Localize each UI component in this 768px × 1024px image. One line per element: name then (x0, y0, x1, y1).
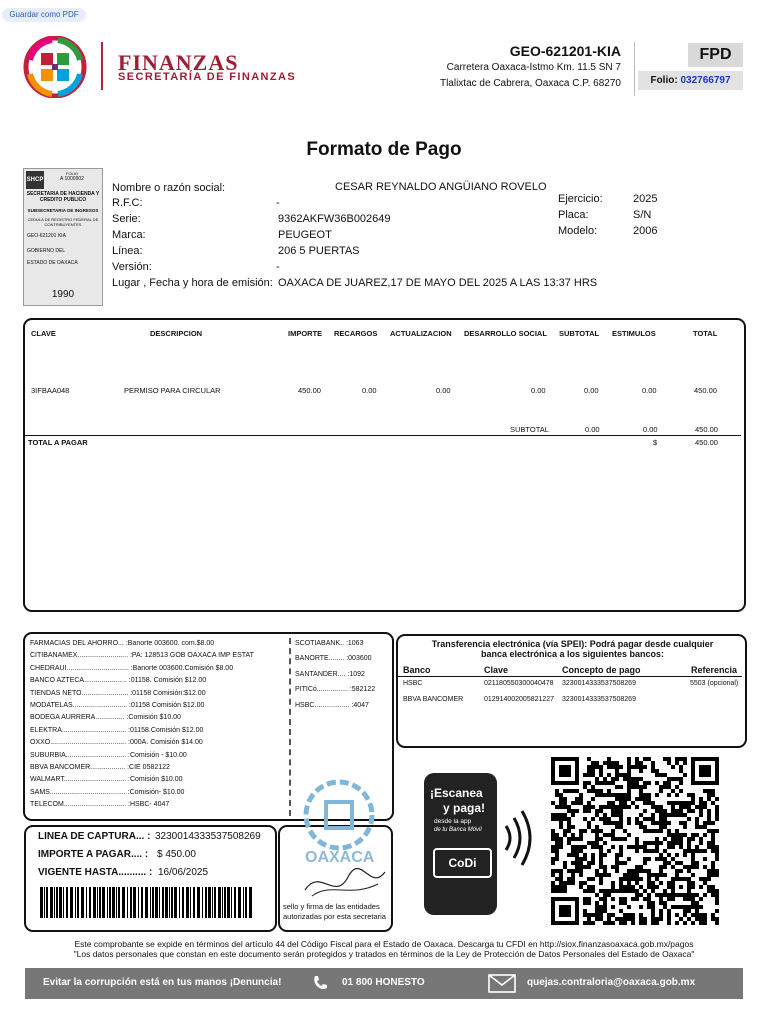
total-currency: $ (653, 438, 658, 447)
label-placa: Placa: (558, 209, 589, 221)
subtotal-estimulos: 0.00 (643, 425, 658, 434)
th-actualizacion: ACTUALIZACION (390, 329, 452, 338)
contactless-icon (500, 808, 536, 868)
stamp-rfc: GEO-621201 KIA (27, 233, 66, 239)
doc-type-badge: FPD (688, 43, 743, 67)
value-modelo: 2006 (633, 225, 658, 237)
spei-row1-banco: HSBC (403, 680, 423, 687)
spei-th-banco: Banco (403, 665, 431, 675)
seal-caption-2: autorizadas por esta secretaria (283, 912, 386, 921)
th-importe: IMPORTE (288, 329, 323, 338)
codi-headline-1: ¡Escanea (430, 786, 483, 800)
capture-line-value: 3230014333537508269 (155, 831, 261, 842)
payment-place-item: TIENDAS NETO........................ :01158 Comisión:$12.00 (30, 689, 206, 697)
stamp-folio-label: FOLIO (66, 171, 79, 176)
payment-place-item: CITIBANAMEX.......................... :PA: 128513 GOB OAXACA IMP ESTAT (30, 652, 254, 660)
rfc-stamp-image (23, 168, 103, 306)
phone-call-icon (311, 974, 329, 992)
label-linea: Línea: (112, 245, 143, 257)
payment-place-item: SAMS....................................... :Comisión- $10.00 (30, 788, 185, 796)
row-actualizacion: 0.00 (436, 386, 451, 395)
oaxaca-logo-icon (22, 36, 88, 98)
codi-sub-1: desde la app (434, 818, 472, 825)
payment-place-item: BODEGA AURRERA............... :Comisión $10.00 (30, 714, 181, 722)
codi-logo: CoDi (433, 848, 492, 878)
label-serie: Serie: (112, 213, 141, 225)
payment-place-item: FARMACIAS DEL AHORRO... :Banorte 003600. com.$8.00 (30, 640, 215, 647)
stamp-line3: CEDULA DE REGISTRO FEDERAL DE CONTRIBUYENTES (27, 217, 99, 227)
spei-th-clave: Clave (484, 665, 509, 675)
seal-emblem-icon (300, 776, 378, 854)
qr-code-image (551, 754, 719, 928)
payment-place-item: SANTANDER.... :1092 (295, 670, 365, 678)
payment-place-item: BANCO AZTECA...................... :01158. Comisión $12.00 (30, 677, 207, 685)
payment-place-item: TELECOM................................ :HSBC- 4047 (30, 801, 170, 809)
value-linea: 206 5 PUERTAS (278, 245, 360, 257)
footer-phone-link[interactable]: 01 800 HONESTO (342, 977, 425, 988)
subtotal-total: 450.00 (695, 425, 718, 434)
th-subtotal: SUBTOTAL (559, 329, 600, 338)
footer-bar (25, 968, 743, 999)
label-rfc: R.F.C: (112, 197, 143, 209)
valid-until-label: VIGENTE HASTA.......... : (38, 867, 153, 878)
row-estimulos: 0.00 (642, 386, 657, 395)
amount-value: $ 450.00 (157, 849, 196, 860)
payment-place-item: HSBC.................. :4047 (295, 701, 369, 709)
th-clave: CLAVE (31, 329, 56, 338)
th-estimulos: ESTIMULOS (612, 329, 656, 338)
payment-place-item: CHEDRAUI................................ :Banorte 003600.Comisión $8.00 (30, 664, 234, 672)
payment-place-item: OXXO....................................... :000A. Comisión $14.00 (30, 739, 203, 747)
label-marca: Marca: (112, 229, 146, 241)
issuer-address-line1: Carretera Oaxaca-Istmo Km. 11.5 SN 7 (446, 62, 621, 73)
issuer-address-line2: Tlalixtac de Cabrera, Oaxaca C.P. 68270 (439, 78, 621, 89)
footer-legal-1: Este comprobante se expide en términos del artículo 44 del Código Fiscal para el Estado de Oaxaca. Descarga tu CFDI en http://siox.finanzasoaxaca.gob.mx/pagos (74, 939, 694, 949)
row-total: 450.00 (694, 386, 717, 395)
spei-title: Transferencia electrónica (vía SPEI): Podrá pagar desde cualquier banca electrónica a los siguientes bancos: (431, 639, 714, 659)
th-desarrollo-social: DESARROLLO SOCIAL (464, 329, 547, 338)
folio-label: Folio: (650, 75, 678, 86)
subtotal-subtotal: 0.00 (585, 425, 600, 434)
header-separator (634, 42, 635, 96)
folio (638, 71, 743, 90)
payment-place-item: MODATELAS............................ :01158 Comisión $12.00 (30, 701, 205, 709)
row-subtotal: 0.00 (584, 386, 599, 395)
value-version: - (276, 261, 280, 273)
places-separator (289, 638, 292, 816)
brand-subtitle: SECRETARÍA DE FINANZAS (118, 71, 297, 83)
email-icon (488, 974, 516, 993)
payment-places-list (30, 640, 285, 813)
row-importe: 450.00 (298, 386, 321, 395)
payment-place-item: SUBURBIA............................... :Comisión - $10.00 (30, 751, 187, 759)
capture-line-label: LINEA DE CAPTURA... : (38, 831, 151, 842)
valid-until-value: 16/06/2025 (158, 867, 209, 878)
shcp-mark: SHCP (26, 171, 44, 189)
value-ejercicio: 2025 (633, 193, 658, 205)
payment-place-item: BANORTE........ :003600 (295, 655, 372, 663)
label-name: Nombre o razón social: (112, 182, 226, 194)
footer-legal-2: "Los datos personales que constan en este documento serán protegidos y tratados en términos de la Ley de Protección de Datos Personales del Estado de Oaxaca" (73, 949, 695, 959)
payment-place-item: BBVA BANCOMER.................. :CIE 0582122 (30, 763, 170, 771)
concepts-table (23, 318, 746, 612)
label-ejercicio: Ejercicio: (558, 193, 603, 205)
payment-place-item: SCOTIABANK.. :1063 (295, 640, 364, 647)
th-descripcion: DESCRIPCION (150, 329, 203, 338)
value-name: CESAR REYNALDO ANGÜIANO ROVELO (335, 181, 547, 193)
label-version: Versión: (112, 261, 152, 273)
spei-row2-clave: 012914002005821227 (484, 696, 555, 703)
stamp-year: 1990 (51, 289, 75, 300)
footer-email-link[interactable]: quejas.contraloria@oaxaca.gob.mx (527, 977, 696, 988)
value-marca: PEUGEOT (278, 229, 332, 241)
folio-number: 032766797 (680, 75, 731, 86)
page-title: Formato de Pago (306, 139, 462, 160)
spei-rule (398, 676, 742, 677)
row-desarrollo-social: 0.00 (531, 386, 546, 395)
row-recargos: 0.00 (362, 386, 377, 395)
barcode-image (40, 887, 254, 918)
brand-title: FINANZAS (118, 50, 239, 75)
total-rule (25, 435, 741, 436)
row-descripcion: PERMISO PARA CIRCULAR (124, 386, 221, 395)
signature-image (300, 862, 390, 902)
spei-th-referencia: Referencia (691, 665, 738, 675)
header-divider (101, 42, 103, 90)
stamp-line1: SECRETARIA DE HACIENDA Y CREDITO PUBLICO (26, 191, 100, 203)
codi-headline-2: y paga! (443, 801, 486, 815)
footer-slogan: Evitar la corrupción está en tus manos ¡Denuncia! (43, 977, 282, 988)
payment-place-item: WALMART................................ :Comisión $10.00 (30, 776, 183, 784)
spei-th-concepto: Concepto de pago (562, 665, 641, 675)
save-pdf-button[interactable]: Guardar como PDF (2, 8, 86, 22)
spei-row1-clave: 021180550300040478 (484, 680, 554, 687)
value-rfc: - (276, 197, 280, 209)
row-clave: 3IFBAA048 (31, 386, 70, 395)
label-modelo: Modelo: (558, 225, 598, 237)
spei-row1-concepto: 3230014333537508269 (562, 680, 636, 687)
stamp-folio-number: A 1000902 (60, 176, 84, 182)
payment-places-list-2 (295, 640, 387, 717)
payment-place-item: ELEKTRA................................. :01158.Comisión $12.00 (30, 726, 204, 734)
total-value: 450.00 (695, 438, 718, 447)
spei-row1-referencia: 5503 (opcional) (690, 680, 739, 687)
total-label: TOTAL A PAGAR (28, 438, 88, 447)
seal-word: OAXACA (305, 849, 375, 866)
codi-sub-2: de tu Banca Móvil (434, 827, 482, 833)
subtotal-label: SUBTOTAL (510, 425, 549, 434)
value-lugar: OAXACA DE JUAREZ,17 DE MAYO DEL 2025 A LAS 13:37 HRS (278, 277, 598, 289)
payment-place-item: PITICó................ :582122 (295, 686, 376, 694)
value-serie: 9362AKFW36B002649 (278, 213, 391, 225)
stamp-line2: SUBSECRETARIA DE INGRESOS (27, 208, 99, 213)
amount-label: IMPORTE A PAGAR.... : (38, 849, 149, 860)
th-recargos: RECARGOS (334, 329, 378, 338)
value-placa: S/N (633, 209, 652, 221)
th-total: TOTAL (693, 329, 718, 338)
spei-row2-concepto: 3230014333537508269 (562, 696, 636, 703)
spei-row2-banco: BBVA BANCOMER (403, 696, 464, 703)
seal-caption-1: sello y firma de las entidades (283, 902, 380, 911)
issuer-rfc: GEO-621201-KIA (509, 43, 621, 59)
stamp-name: GOBIERNO DEL ESTADO DE OAXACA (27, 248, 78, 266)
label-lugar: Lugar , Fecha y hora de emisión: (112, 277, 273, 289)
